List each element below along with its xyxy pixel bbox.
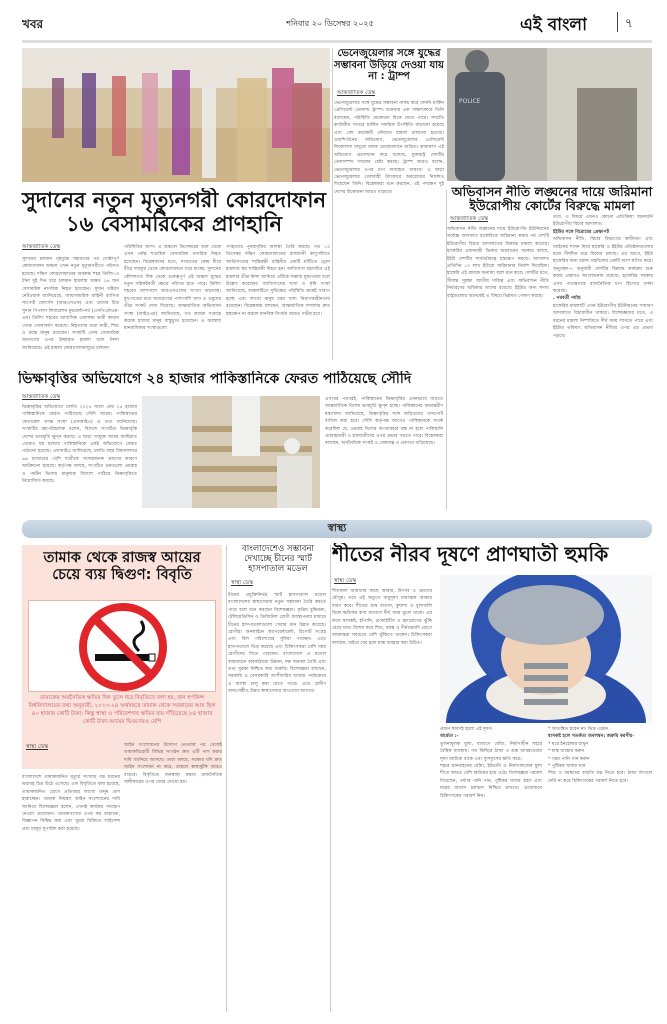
section-label: খবর — [22, 17, 44, 31]
sudan-photo — [22, 48, 330, 182]
winter-col-3: তুলনামূলক ধুলা, বাতাসে ধোঁয়া, নির্মাণাধীন শহরে বৈশ্বিক ব্যবস্থায়। গত কিছিরে ঠান্ডা ও শুষ্ক আবহাওয়ায় দূষণ আটকে থাকে এবং ফুসফুসের ক্ষতি করে। — [440, 741, 542, 762]
tobacco-byline: স্বাস্থ্য ডেস্ক — [26, 744, 49, 750]
column-divider — [332, 48, 333, 360]
winter-col-1: শীতকাল আমাদের কাছে আরাম, উৎসব ও ভ্রমণের মৌসুম। তবে এই ঋতুতে বায়ুদূষণ মারাত্মক আকার ধারণ করে। শীতের শুষ্ক বাতাস, কুয়াশা ও ধুলাবালি মিলে ক্ষতিকর কণা বাতাসে দীর্ঘ সময় ঝুলে থাকে। এর ফলে শ্বাসকষ্ট, হাঁপানি, ব্রংকাইটিস ও হৃদরোগের ঝুঁকি বেড়ে যায়। বিশেষ করে শিশু, বয়স্ক ও দীর্ঘমেয়াদি রোগে আক্রান্তরা সবচেয়ে বেশি ঝুঁকিতে থাকেন। চিকিৎসকরা বলছেন, বাইরে বের হলে মাস্ক ব্যবহার করা উচিত। — [332, 589, 432, 646]
health-section-label: স্বাস্থ্য — [327, 523, 347, 534]
tobacco-col-1: বাংলাদেশে তামাকজনিত মৃত্যুর সংখ্যায় বড় ধরনের ভয়াবহ চিত্র উঠে এসেছে। এক বিবৃতিতে বলা হয়েছে, তামাকজনিত রোগে প্রতিবছর লাখো মানুষ প্রাণ হারাচ্ছেন। তামাক নিয়ন্ত্রণ আইন সংশোধনের দাবি জানিয়ে বিশেষজ্ঞরা বলেন, এখনই কার্যকর পদক্ষেপ নেওয়া প্রয়োজন। তামাকপণ্যের ওপর কর বাড়ানো, বিজ্ঞাপন নিষিদ্ধ করা এবং খুচরা বিক্রিতে লাইসেন্স প্রথা চালুর সুপারিশ করা হয়েছে। — [22, 775, 120, 832]
newspaper-logo — [520, 12, 587, 40]
venezuela-headline: ভেনেজুয়েলার সঙ্গে যুদ্ধের সম্ভাবনা উড়িয়ে দেওয়া যায় না : ট্রাম্প — [334, 48, 444, 82]
sudan-headline-line2: ১৬ বেসামরিকের প্রাণহানি — [65, 212, 283, 237]
winter-caption-right: * আতঙ্কিত হবেন না। ভিড় এড়ান — [548, 727, 609, 732]
eu-col-2-body: অভিবাসন নীতি, বিচার বিভাগের স্বাধীনতা এবং আইনের শাসন নিয়ে হাঙ্গেরি ও ইইউর প্রতিষ্ঠানগুলোর মধ্যে দীর্ঘদিন ধরে বিরোধ চলছে। এর আগে, ইইউ হাঙ্গেরির জন্য বরাদ্দ তহবিলের একটি অংশ স্থগিত করে। অনুচ্ছেদ-৭ অনুযায়ী দেশটির বিরুদ্ধে কার্যক্রম শুরু করার প্রস্তাবও আলোচনায় রয়েছে। হাঙ্গেরির সরকার এসব পদক্ষেপকে রাজনৈতিক চাপ হিসেবে বর্ণনা করেছে। — [553, 237, 653, 295]
winter-col-4: * ঘরে ইনহেলার রাখুন * মাস্ক ব্যবহার করুন * গরম পানি পান করুন * পুষ্টিকর খাবার খান শিশু ও বয়স্কদের বাড়তি যত্ন নিতে হবে। ঠান্ডা লাগলে দেরি না করে চিকিৎসকের পরামর্শ নিতে হবে। — [548, 741, 652, 784]
no-smoking-image — [28, 600, 216, 692]
eu-byline: আন্তর্জাতিক ডেস্ক — [450, 216, 489, 222]
issue-date: শনিবার ২০ ডিসেম্বর ২০২৫ — [286, 19, 374, 28]
eu-col-2 — [553, 214, 653, 508]
column-divider — [446, 190, 447, 510]
police-photo — [447, 48, 652, 181]
winter-col-right — [548, 726, 652, 1012]
eu-headline-line2: ইউরোপীয় কোর্টের বিরুদ্ধে মামলা — [469, 198, 635, 214]
winter-subhead-right: শ্বাসকষ্ট হলে সতর্কতা অবলম্বন: জরুরি করণীয়- — [548, 734, 635, 740]
tobacco-col-2: আইন সংশোধনের উদ্যোগ নেওয়ার পর থেকেই তামাকবিরোধী বিভিন্ন সংগঠন দ্রুত এটি পাস করার দাবি জানিয়ে আসছে। তারা বলছে, সরকার যদি দ্রুত আইন সংশোধন না করে, তাহলে স্বাস্থ্যঝুঁকি আরও বাড়বে। বিবৃতিতে জনস্বাস্থ্য রক্ষায় রাজনৈতিক অঙ্গীকারের ওপর জোর দেওয়া হয়। — [124, 743, 222, 786]
winter-photo — [440, 575, 652, 723]
eu-col-2-intro: তবে, এ বিষয়ে এখনও কোনো প্রতিক্রিয়া জানায়নি ইউরোপীয় বিচার আদালত। — [553, 215, 653, 228]
winter-byline: স্বাস্থ্য ডেস্ক — [334, 578, 357, 584]
tobacco-headline-line2: চেয়ে ব্যয় দ্বিগুণ: বিবৃতি — [52, 566, 192, 583]
sudan-col-1: সুদানের চলমান গৃহযুদ্ধে সহায়তার পর গোষ্ঠাপূর্ণ কোরদোফান অঞ্চল এখন নতুন মৃত্যুনগরীতে পরিণত হয়েছে। দক্ষিণ কোরদোফানের অবরুদ্ধ শহর ডিলিং-এ টানা দুই দিন ধরে চলমান হামলায় অন্তত ১৬ জন বেসামরিক নাগরিক নিহত হয়েছেন। সুদান ডক্টরস নেটওয়ার্ক জানিয়েছে, আধাসামরিক বাহিনী র‍্যাপিড সাপোর্ট ফোর্সেস (আরএসএফ) এবং তাদের মিত্র সুদান পিপলস লিবারেশন মুভমেন্ট-নর্থ (এসপিএলএম-এন) ডিলিং শহরের আবাসিক এলাকায় ভারী কামান থেকে গোলাবর্ষণ করেছে। নিহতদের মধ্যে নারী, শিশু ও বয়স্ক মানুষ রয়েছেন। সংস্থাটি এসব বেসামরিক জনগণের ওপর ইচ্ছাকৃত হামলা বলে নিন্দা জানিয়েছে। এই হামলা কোরদোফানজুড়ে চলমান — [22, 257, 119, 351]
police-officer-image — [447, 48, 652, 181]
eu-col-2-end: হাঙ্গেরির মামলাটি এখন ইউরোপীয় ইউনিয়নের সাধারণ আদালতে বিচারাধীন থাকবে। বিশেষজ্ঞদের মতে, এ ধরনের মামলা নিষ্পত্তিতে দীর্ঘ সময় লাগতে পারে এবং ইইউর ভবিষ্যৎ অভিবাসন নীতির ওপর এর প্রভাব পড়বে। — [553, 303, 653, 339]
china-hospital-headline: বাংলাদেশেও সম্ভাবনা দেখাচ্ছে চীনের স্মার্ট হাসপাতাল মডেল — [241, 545, 314, 574]
eu-subhead-2: . পরবর্তী পর্যায় — [553, 296, 581, 302]
eu-headline — [447, 185, 657, 214]
venezuela-col: ভেনেজুয়েলার সঙ্গে যুদ্ধের সম্ভাবনা নাকচ করে দেননি মার্কিন প্রেসিডেন্ট ডোনাল্ড ট্রাম্প। শুক্রবার এক সাক্ষাৎকারে তিনি বলেছেন, পরিস্থিতি যেকোনো দিকে যেতে পারে। সম্প্রতি ক্যারিবীয় সাগরে মার্কিন সামরিক উপস্থিতি বাড়ানো হয়েছে এবং বেশ কয়েকটি নৌযানে হামলা চালানো হয়েছে। ওয়াশিংটনের অভিযোগ, ভেনেজুয়েলার প্রেসিডেন্ট নিকোলাস মাদুরো মাদক চোরাচালানে জড়িত। কারাকাস এই অভিযোগ প্রত্যাখ্যান করে বলেছে, যুক্তরাষ্ট্র দেশটির তেলসম্পদ দখলের চেষ্টা করছে। ট্রাম্প আরও বলেন, ভেনেজুয়েলার ওপর চাপ অব্যাহত থাকবে। এ ছাড়া ভেনেজুয়েলার তেলবাহী ট্যাংকারে অবরোধের নির্দেশও দিয়েছেন তিনি। বিশ্লেষকরা মনে করছেন, এই পদক্ষেপ দুই দেশের উত্তেজনা আরও বাড়াবে। — [334, 101, 444, 195]
winter-col-2: শহরে যানবাহনের ধোঁয়া, ইটভাটা ও নির্মাণকাজের ধুলা শীতে আরও বেশি ক্ষতিকর হয়ে ওঠে। বিশেষজ্ঞরা পরামর্শ দিয়েছেন, পর্যাপ্ত পানি পান, পুষ্টিকর খাবার গ্রহণ এবং ঘরের বাতাস চলাচল নিশ্চিত রাখতে। প্রয়োজনে চিকিৎসকের পরামর্শ নিন। — [440, 764, 542, 799]
saudi-col-2: এসবের পরপরই, পাকিস্তানের ভিক্ষাবৃত্তির এমনভাবে বাড়তে আন্তর্জাতিক বিশেষ ভাবমূর্তি ক্ষুণ্ন হচ্ছে। পাকিস্তানের অভ্যন্তরীণ মন্ত্রণালয় জানিয়েছে, ভিক্ষাবৃত্তির সঙ্গে জড়িতদের পাসপোর্ট বাতিল করা হবে। সৌদি কর্তৃপক্ষ আগেও পাকিস্তানকে সতর্ক করেছিল যে, ওমরাহ ভিসার অপব্যবহার বন্ধ না হলে পাকিস্তানি ওমরাহযাত্রী ও হজযাত্রীদের ওপর প্রভাব পড়তে পারে। বিশ্লেষকরা বলছেন, অর্থনৈতিক সংকট ও বেকারত্ব এ প্রবণতা বাড়িয়েছে। — [325, 397, 443, 447]
saudi-col-1: ভিক্ষাবৃত্তির অভিযোগে চলতি ২০২৫ সালে প্রায় ২৪ হাজার পাকিস্তানিকে ফেরত পাঠিয়েছে সৌদি আরব। পাকিস্তানের ফেডারেল তদন্ত সংস্থা (এফআইএ) এ তথ্য জানিয়েছে। সংস্থাটির মহাপরিচালক বলেন, বিদেশে সংগঠিত ভিক্ষাবৃত্তি দেশের ভাবমূর্তি ক্ষুণ্ন করছে। এ ছাড়া সংযুক্ত আরব আমিরাত থেকেও ছয় হাজার পাকিস্তানিকে একই অভিযোগে ফেরত পাঠানো হয়েছে। এফআইএ জানিয়েছে, চলতি বছর বিমানবন্দরে ৬৬ হাজারের বেশি যাত্রীকে সন্দেহজনক ভ্রমণের কারণে আটকানো হয়েছে। কর্তৃপক্ষ বলছে, সংগঠিত চক্রগুলো ওমরাহ ও পর্যটন ভিসায় মানুষকে বিদেশে পাঠিয়ে ভিক্ষাবৃত্তিতে নিয়োজিত করছে। — [22, 405, 137, 485]
woman-in-winter-hat-image — [440, 575, 652, 723]
logo-text: এই বাংলা — [520, 15, 587, 35]
eu-col-1: অভিবাসন নীতি লঙ্ঘনের দায়ে ইউরোপীয় ইউনিয়নের সর্বোচ্চ আদালত হাঙ্গেরিকে জরিমানা করার পর দেশটি ইউরোপীয় বিচার আদালতের বিরুদ্ধে মামলা করেছে। হাঙ্গেরির প্রধানমন্ত্রী ভিক্তর অরবানের সরকার বলছে, ইইউ দেশটির সার্বভৌমত্বে হস্তক্ষেপ করছে। আদালত প্রতিদিন ১০ লাখ ইউরো জরিমানার নির্দেশ দিয়েছিল। হাঙ্গেরি এই রায়কে অন্যায্য বলে মনে করে। দেশটির মতে, সীমান্ত সুরক্ষা জাতীয় দায়িত্ব এবং অভিবাসন নীতি নির্ধারণের অধিকার তাদের রয়েছে। ইইউর অন্য সদস্য রাষ্ট্রগুলোর অনেকেই এ বিষয়ে ভিন্নমত পোষণ করছে। — [447, 227, 549, 299]
health-section-band — [22, 520, 652, 538]
tobacco-summary: তামাকের অর্থনৈতিক ক্ষতির দিক তুলে ধরে বিবৃতিতে বলা হয়, জন হপকিন্স বিশ্ববিদ্যালয়ের তথ্য অনুযায়ী, ২০২৩-২৪ অর্থবছরে তামাক থেকে সরকারের আয় ছিল ৪০ হাজার কোটি টাকা; কিন্তু স্বাস্থ্য ও পরিবেশগত ক্ষতির ব্যয় দাঁড়িয়েছে ৮৪ হাজার কোটি টাকা-আয়ের দ্বিগুণেরও বেশি — [28, 695, 216, 725]
china-hospital-byline: স্বাস্থ্য ডেস্ক — [231, 580, 254, 586]
no-smoking-icon — [29, 601, 216, 692]
tobacco-headline — [22, 550, 222, 583]
winter-subhead-left: আর্দ্রতা :- — [440, 734, 459, 740]
header-rule — [22, 40, 652, 43]
sudan-byline: আন্তর্জাতিক ডেস্ক — [22, 244, 61, 250]
column-divider — [226, 545, 227, 1012]
eu-subhead-1: ইইউর সঙ্গে বিরোধের প্রেক্ষাপট — [553, 229, 610, 235]
header-divider — [617, 12, 618, 32]
winter-headline: শীতের নীরব দূষণে প্রাণঘাতী হুমকি — [332, 543, 609, 566]
sudan-headline — [18, 188, 330, 236]
tobacco-headline-line1: তামাক থেকে রাজস্ব আয়ের — [43, 550, 201, 566]
svg-text:POLICE: POLICE — [459, 98, 481, 105]
sudan-headline-line1: সুদানের নতুন মৃত্যুনগরী কোরদোফান — [21, 188, 327, 212]
saudi-headline: ভিক্ষাবৃত্তির অভিযোগে ২৪ হাজার পাকিস্তানিকে ফেরত পাঠিয়েছে সৌদি — [18, 371, 412, 387]
sudan-col-2: পরিস্থিতির অংশ। এ অঞ্চলে ডিসেম্বরের শুরু থেকে এখন পর্যন্ত শতাধিক বেসামরিক নাগরিক নিহত হয়েছেন। বিশ্লেষকদের মতে, সংঘাতের কেন্দ্র ধীরে ধীরে দারফুর থেকে কোরদোফানে সরে যাচ্ছে। সুদানের কৌশলগত দিক থেকে গুরুত্বপূর্ণ এই অঞ্চল যুদ্ধের নতুন সন্নিকটবর্তী ক্ষেত্রে পরিণত হতে পারে। ডিলিং শহরের আশপাশে আরএসএফের সংখ্যা বাড়াচ্ছে। মুখপাত্রের মতে অবরোধের পাশাপাশি খাদ্য ও ওষুধের তীব্র সংকট দেখা দিয়েছে। আন্তর্জাতিক অভিবাসন সংস্থা (আইওএম) জানিয়েছে, গত কয়েক সপ্তাহে কয়েক হাজার মানুষ বাস্তুচ্যুত হয়েছেন। এ অবস্থায় মানবাধিকার সংস্থাগুলো — [124, 245, 221, 332]
column-divider — [330, 545, 331, 1012]
sudan-crowd-image — [22, 48, 330, 182]
page-number: ৭ — [625, 16, 633, 30]
sudan-col-3: গণহত্যার পুনরাবৃত্তির আশঙ্কা তৈরি করছে। গত ১৩ ডিসেম্বর দক্ষিণ কোরদোফানের রাজধানী কাদুগলিতে জাতিসংঘের শান্তিরক্ষী বাহিনীর একটি ঘাঁটিতে ড্রোন হামলায় ছয় শান্তিরক্ষী নিহত হন। জাতিসংঘ মহাসচিব এই হামলার তীব্র নিন্দা জানিয়ে এটিকে সম্ভাব্য যুদ্ধাপরাধ বলে উল্লেখ করেছেন। জাতিসংঘের খাদ্য ও কৃষি সংস্থা জানিয়েছে, অঞ্চলটিতে দুর্ভিক্ষের পরিস্থিতি ক্রমেই খারাপ হচ্ছে এবং লাখো মানুষ চরম খাদ্য নিরাপত্তাহীনতায় রয়েছেন। বিশ্লেষকরা বলছেন, আন্তর্জাতিক সম্প্রদায় দ্রুত হস্তক্ষেপ না করলে মানবিক বিপর্যয় আরও গভীর হবে। — [226, 245, 330, 317]
beggar-stairs-image — [142, 396, 320, 508]
venezuela-byline: আন্তর্জাতিক ডেস্ক — [337, 90, 376, 96]
saudi-byline: আন্তর্জাতিক ডেস্ক — [22, 394, 61, 400]
saudi-photo — [142, 396, 320, 508]
china-hospital-col: চীনের প্রযুক্তিনির্ভর স্মার্ট হাসপাতাল মডেল বাংলাদেশের স্বাস্থ্যসেবায় নতুন সম্ভাবনা তৈরি করতে পারে বলে মনে করছেন বিশেষজ্ঞরা। কৃত্রিম বুদ্ধিমত্তা, টেলিমেডিসিন ও ডিজিটাল রোগী ব্যবস্থাপনার মাধ্যমে চীনের হাসপাতালগুলো সেবার মান উন্নত করেছে। রোগীরা অনলাইনে অ্যাপয়েন্টমেন্ট, রিপোর্ট সংগ্রহ এবং বিল পরিশোধের সুবিধা পাচ্ছেন। এতে হাসপাতালে ভিড় কমেছে এবং চিকিৎসকরা বেশি সময় রোগীদের দিতে পারছেন। বাংলাদেশে এ মডেল বাস্তবায়নে অবকাঠামো উন্নয়ন, দক্ষ জনবল তৈরি এবং তথ্য সুরক্ষা নিশ্চিত করা জরুরি। বিশেষজ্ঞরা বলছেন, সরকারি ও বেসরকারি অংশীদারির মাধ্যমে পর্যায়ক্রমে এ ব্যবস্থা চালু করা যেতে পারে। এতে গ্রামীণ জনগোষ্ঠীও উন্নত স্বাস্থ্যসেবার আওতায় আসবে। — [228, 593, 326, 695]
winter-col-left — [440, 726, 542, 1012]
winter-caption-left: প্রধান কারণই হলো এই দূষণ। — [440, 727, 493, 732]
eu-headline-line1: অভিবাসন নীতি লঙ্ঘনের দায়ে জরিমানা — [451, 185, 653, 199]
